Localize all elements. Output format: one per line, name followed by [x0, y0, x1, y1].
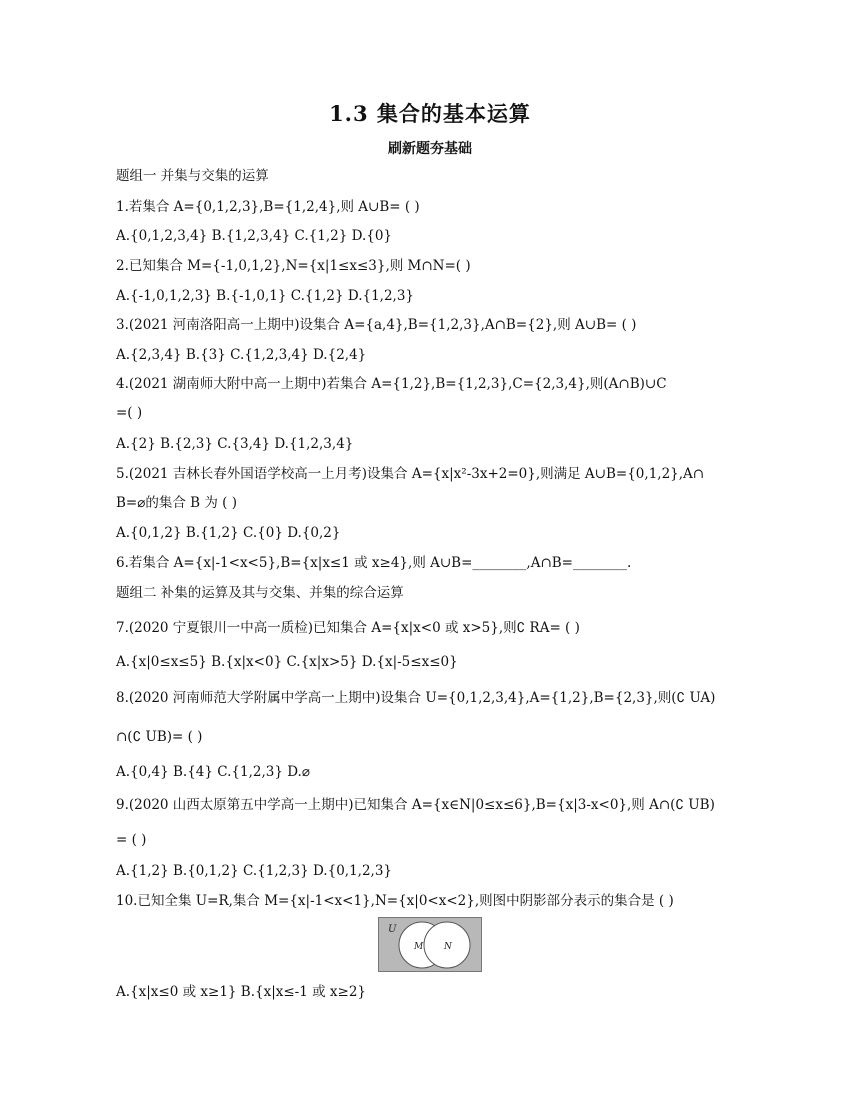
question-8-line1: 8.(2020 河南师范大学附属中学高一上期中)设集合 U={0,1,2,3,4},A={1,2},B={2,3},则(∁ UA)	[116, 690, 716, 706]
page-title: 1.3 集合的基本运算	[329, 101, 531, 126]
section-heading-1: 题组一 并集与交集的运算	[116, 168, 269, 184]
question-4-line2: =( )	[116, 405, 143, 421]
question-3: 3.(2021 河南洛阳高一上期中)设集合 A={a,4},B={1,2,3},A∩B={2},则 A∪B= ( )	[116, 317, 637, 333]
question-5-line1: 5.(2021 吉林长春外国语学校高一上月考)设集合 A={x|x²-3x+2=0},则满足 A∪B={0,1,2},A∩	[116, 466, 705, 482]
options-7: A.{x|0≤x≤5} B.{x|x<0} C.{x|x>5} D.{x|-5≤x≤0}	[116, 654, 458, 670]
options-8: A.{0,4} B.{4} C.{1,2,3} D.⌀	[116, 764, 310, 780]
question-1: 1.若集合 A={0,1,2,3},B={1,2,4},则 A∪B= ( )	[116, 199, 420, 215]
options-2: A.{-1,0,1,2,3} B.{-1,0,1} C.{1,2} D.{1,2,3}	[116, 288, 415, 304]
question-9-line2: = ( )	[116, 832, 147, 848]
question-8-line2: ∩(∁ UB)= ( )	[116, 729, 203, 745]
options-4: A.{2} B.{2,3} C.{3,4} D.{1,2,3,4}	[116, 436, 354, 452]
options-10: A.{x|x≤0 或 x≥1} B.{x|x≤-1 或 x≥2}	[116, 984, 367, 1000]
venn-label-n: N	[444, 942, 452, 952]
options-3: A.{2,3,4} B.{3} C.{1,2,3,4} D.{2,4}	[116, 347, 367, 363]
question-5-line2: B=⌀的集合 B 为 ( )	[116, 495, 237, 511]
section-heading-2: 题组二 补集的运算及其与交集、并集的综合运算	[116, 585, 404, 601]
options-9: A.{1,2} B.{0,1,2} C.{1,2,3} D.{0,1,2,3}	[116, 863, 393, 879]
venn-label-m: M	[414, 942, 424, 952]
page-subtitle: 刷新题夯基础	[388, 141, 472, 157]
options-5: A.{0,1,2} B.{1,2} C.{0} D.{0,2}	[116, 525, 341, 541]
options-1: A.{0,1,2,3,4} B.{1,2,3,4} C.{1,2} D.{0}	[116, 228, 393, 244]
question-6: 6.若集合 A={x|-1<x<5},B={x|x≤1 或 x≥4},则 A∪B=________,A∩B=________.	[116, 555, 632, 571]
question-10: 10.已知全集 U=R,集合 M={x|-1<x<1},N={x|0<x<2},则图中阴影部分表示的集合是 ( )	[116, 893, 674, 909]
venn-diagram	[378, 917, 482, 972]
question-2: 2.已知集合 M={-1,0,1,2},N={x|1≤x≤3},则 M∩N=( )	[116, 258, 471, 274]
question-7: 7.(2020 宁夏银川一中高一质检)已知集合 A={x|x<0 或 x>5},则∁ RA= ( )	[116, 620, 580, 636]
question-9-line1: 9.(2020 山西太原第五中学高一上期中)已知集合 A={x∈N|0≤x≤6},B={x|3-x<0},则 A∩(∁ UB)	[116, 797, 715, 813]
question-4-line1: 4.(2021 湖南师大附中高一上期中)若集合 A={1,2},B={1,2,3},C={2,3,4},则(A∩B)∪C	[116, 376, 667, 392]
venn-label-u: U	[388, 924, 397, 935]
